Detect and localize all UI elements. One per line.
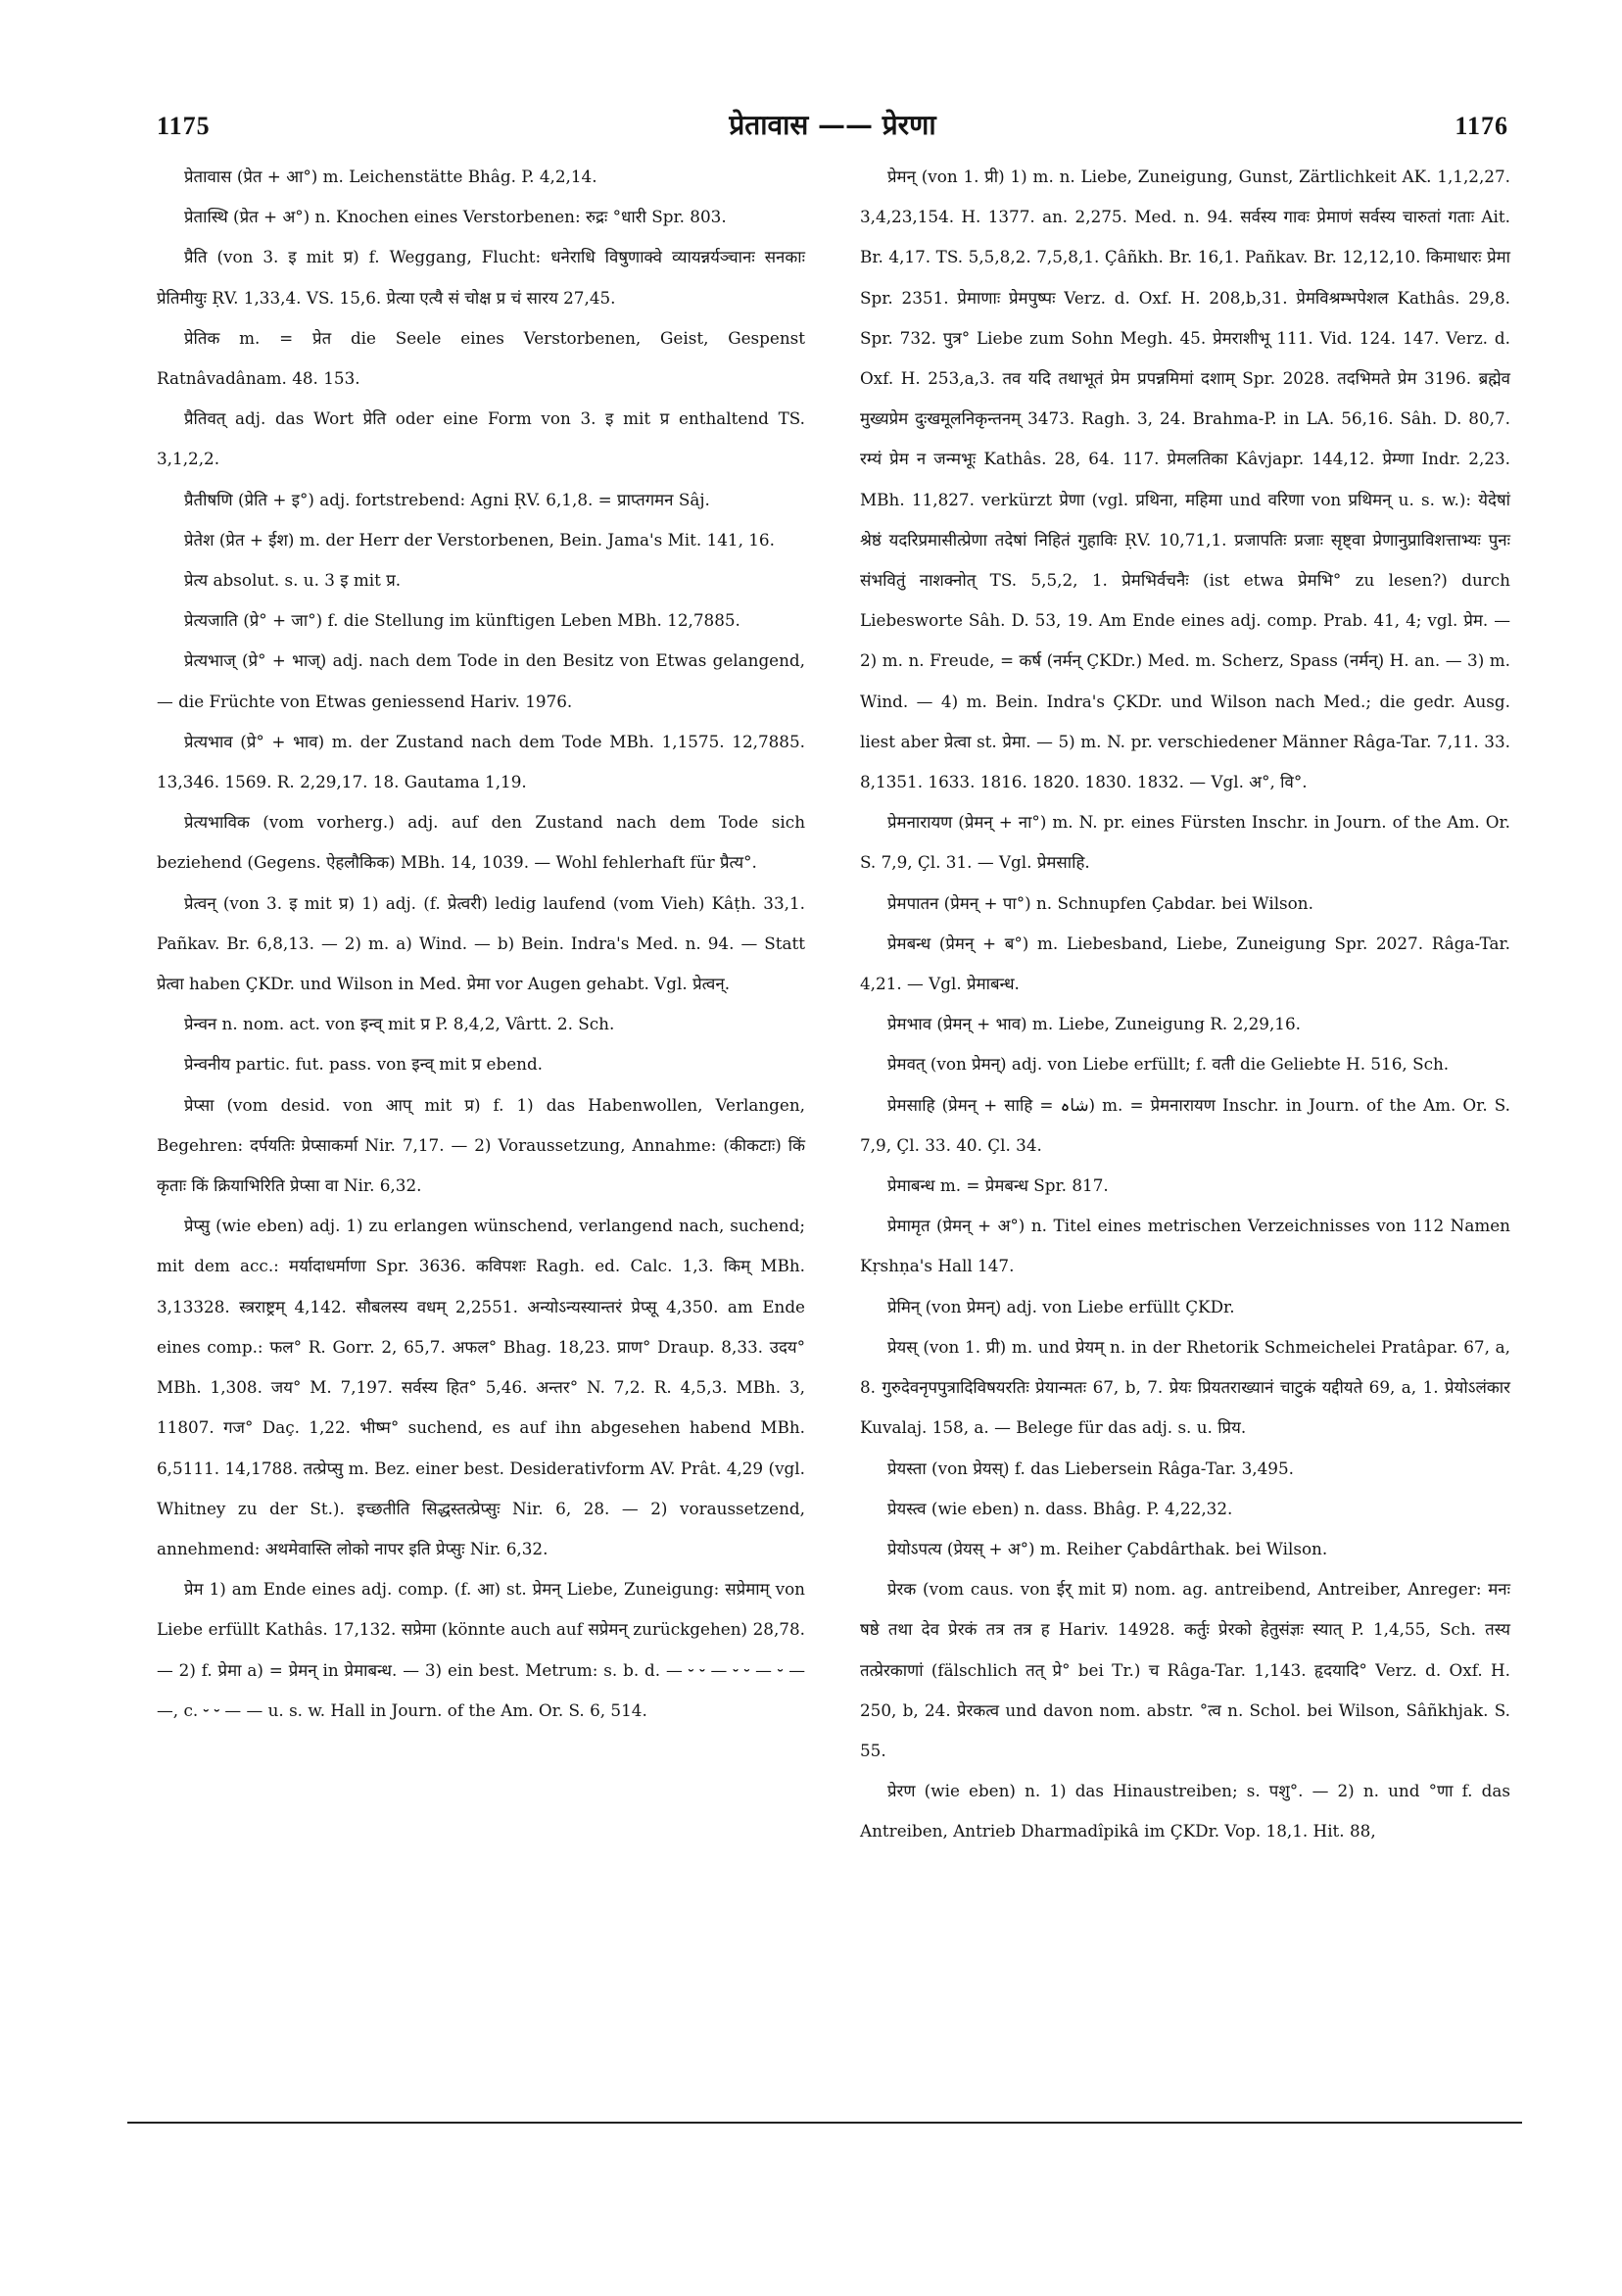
dictionary-entry: प्रेमभाव (प्रेमन् + भाव) m. Liebe, Zuneigung R. 2,29,16.	[887, 1014, 1301, 1034]
dictionary-entry: प्रेतास्थि (प्रेत + अ°) n. Knochen eines Verstorbenen: रुद्रः °धारी Spr. 803.	[184, 207, 727, 227]
dictionary-entry: प्रेतेश (प्रेत + ईश) m. der Herr der Verstorbenen, Bein. Jama's Mit. 141, 16.	[184, 529, 775, 550]
dictionary-entry: प्रेरण (wie eben) n. 1) das Hinaustreiben; s. पशु°. — 2) n. und °णा f. das Antreiben, Antrieb Dharmadîpikâ im ÇKDr. Vop. 18,1. Hit. 88,	[860, 1781, 1510, 1842]
dictionary-entry: प्रेमामृत (प्रेमन् + अ°) n. Titel eines metrischen Verzeichnisses von 112 Namen Kṛshṇa's Hall 147.	[860, 1216, 1510, 1276]
page-header	[157, 106, 1508, 155]
dictionary-entry: प्रेप्सु (wie eben) adj. 1) zu erlangen wünschend, verlangend nach, suchend; mit dem acc.: मर्यादाधर्माणा Spr. 3636. कविपशः Ragh. ed. Calc. 1,3. किम् MBh. 3,13328. स्त्रराष्ट्रम् 4,142. सौबलस्य वधम् 2,2551. अन्योऽन्यस्यान्तरं प्रेप्सू 4,350. am Ende eines comp.: फल° R. Gorr. 2, 65,7. अफल° Bhag. 18,23. प्राण° Draup. 8,33. उदय° MBh. 1,308. जय° M. 7,197. सर्वस्य हित° 5,46. अन्तर° N. 7,2. R. 4,5,3. MBh. 3, 11807. गज° Daç. 1,22. भीष्म° suchend, es auf ihn abgesehen habend MBh. 6,5111. 14,1788. तत्प्रेप्सु m. Bez. einer best. Desiderativform AV. Prât. 4,29 (vgl. Whitney zu der St.). इच्छतीति सिद्धस्तत्प्रेप्सुः Nir. 6, 28. — 2) voraussetzend, annehmend: अथमेवास्ति लोको नापर इति प्रेप्सुः Nir. 6,32.	[157, 1216, 805, 1558]
dictionary-entry: प्रेत्यजाति (प्रे° + जा°) f. die Stellung im künftigen Leben MBh. 12,7885.	[184, 610, 740, 631]
dictionary-entry: प्रेप्सा (vom desid. von आप् mit प्र) f. 1) das Habenwollen, Verlangen, Begehren: दर्पयतिः प्रेप्साकर्मा Nir. 7,17. — 2) Voraussetzung, Annahme: (कीकटाः) किं कृताः किं क्रियाभिरिति प्रेप्सा वा Nir. 6,32.	[157, 1094, 805, 1196]
dictionary-entry: प्रेमपातन (प्रेमन् + पा°) n. Schnupfen Çabdar. bei Wilson.	[887, 892, 1313, 913]
dictionary-entry: प्रैतीषणि (प्रेति + इ°) adj. fortstrebend: Agni ṚV. 6,1,8. = प्राप्तगमन Sâj.	[184, 489, 710, 509]
footer-rule	[127, 2122, 1522, 2124]
right-column	[860, 157, 1510, 1852]
dictionary-entry: प्रेत्यभाव (प्रे° + भाव) m. der Zustand nach dem Tode MBh. 1,1575. 12,7885. 13,346. 1569. R. 2,29,17. 18. Gautama 1,19.	[157, 731, 805, 792]
dictionary-entry: प्रेत्यभाज् (प्रे° + भाज्) adj. nach dem Tode in den Besitz von Etwas gelangend, — die Früchte von Etwas geniessend Hariv. 1976.	[157, 650, 805, 711]
dictionary-entry: प्रैति (von 3. इ mit प्र) f. Weggang, Flucht: धनेराधि विषुणाक्वे व्यायन्नर्यञ्चानः सनकाः प्रेतिमीयुः ṚV. 1,33,4. VS. 15,6. प्रेत्या एत्यै सं चोक्ष प्र चं सारय 27,45.	[157, 247, 805, 308]
dictionary-entry: प्रेत्यभाविक (vom vorherg.) adj. auf den Zustand nach dem Tode sich beziehend (Gegens. ऐहलौकिक) MBh. 14, 1039. — Wohl fehlerhaft für प्रैत्य°.	[157, 812, 805, 873]
dictionary-entry: प्रेत्वन् (von 3. इ mit प्र) 1) adj. (f. प्रेत्वरी) ledig laufend (vom Vieh) Kâṭh. 33,1. Pañkav. Br. 6,8,13. — 2) m. a) Wind. — b) Bein. Indra's Med. n. 94. — Statt प्रेत्वा haben ÇKDr. und Wilson in Med. प्रेमा vor Augen gehabt. Vgl. प्रेत्वन्.	[157, 892, 805, 994]
dictionary-entry: प्रेतिक m. = प्रेत die Seele eines Verstorbenen, Geist, Gespenst Ratnâvadânam. 48. 153.	[157, 327, 805, 389]
dictionary-entry: प्रेमन् (von 1. प्री) 1) m. n. Liebe, Zuneigung, Gunst, Zärtlichkeit AK. 1,1,2,27. 3,4,23,154. H. 1377. an. 2,275. Med. n. 94. सर्वस्य गावः प्रेमाणं सर्वस्य चारुतां गताः Ait. Br. 4,17. TS. 5,5,8,2. 7,5,8,1. Çâñkh. Br. 16,1. Pañkav. Br. 12,12,10. किमाधारः प्रेमा Spr. 2351. प्रेमाणाः प्रेमपुष्पः Verz. d. Oxf. H. 208,b,31. प्रेमविश्रम्भपेशल Kathâs. 29,8. Spr. 732. पुत्र° Liebe zum Sohn Megh. 45. प्रेमराशीभू 111. Vid. 124. 147. Verz. d. Oxf. H. 253,a,3. तव यदि तथाभूतं प्रेम प्रपन्नमिमां दशाम् Spr. 2028. तदभिमते प्रेम 3196. ब्रह्मेव मुख्यप्रेम दुःखमूलनिकृन्तनम् 3473. Ragh. 3, 24. Brahma-P. in LA. 56,16. Sâh. D. 80,7. रम्यं प्रेम न जन्मभूः Kathâs. 28, 64. 117. प्रेमलतिका Kâvjapr. 144,12. प्रेम्णा Indr. 2,23. MBh. 11,827. verkürzt प्रेणा (vgl. प्रथिना, महिमा und वरिणा von प्रथिमन् u. s. w.): येदेषां श्रेष्ठं यदरिप्रमासीत्प्रेणा तदेषां निहितं गुहाविः ṚV. 10,71,1. प्रजापतिः प्रजाः सृष्ट्वा प्रेणानुप्राविशत्ताभ्यः पुनः संभवितुं नाशक्नोत् TS. 5,5,2, 1. प्रेमभिर्वचनैः (ist etwa प्रेमभि° zu lesen?) durch Liebesworte Sâh. D. 53, 19. Am Ende eines adj. comp. Prab. 41, 4; vgl. प्रेम. — 2) m. n. Freude, = कर्ष (नर्मन् ÇKDr.) Med. m. Scherz, Spass (नर्मन्) H. an. — 3) m. Wind. — 4) m. Bein. Indra's ÇKDr. und Wilson nach Med.; die gedr. Ausg. liest aber प्रेत्वा st. प्रेमा. — 5) m. N. pr. verschiedener Männer Râga-Tar. 7,11. 33. 8,1351. 1633. 1816. 1820. 1830. 1832. — Vgl. अ°, वि°.	[860, 167, 1510, 792]
page-number-right: 1176	[1455, 112, 1508, 140]
left-column	[157, 157, 805, 1731]
dictionary-entry: प्रेरक (vom caus. von ईर् mit प्र) nom. ag. antreibend, Antreiber, Anreger: मनः षष्ठे तथा देव प्रेरकं तत्र तत्र ह Hariv. 14928. कर्तुः प्रेरको हेतुसंज्ञः स्यात् P. 1,4,55, Sch. तस्य तत्प्रेरकाणां (fälschlich तत् प्रे° bei Tr.) च Râga-Tar. 1,143. हृदयादि° Verz. d. Oxf. H. 250, b, 24. प्रेरकत्व und davon nom. abstr. °त्व n. Schol. bei Wilson, Sâñkhjak. S. 55.	[860, 1579, 1510, 1760]
dictionary-entry: प्रेमवत् (von प्रेमन्) adj. von Liebe erfüllt; f. वती die Geliebte H. 516, Sch.	[887, 1054, 1450, 1075]
page-number-left: 1175	[157, 112, 211, 140]
dictionary-entry: प्रेमिन् (von प्रेमन्) adj. von Liebe erfüllt ÇKDr.	[887, 1296, 1235, 1316]
dictionary-entry: प्रेमनारायण (प्रेमन् + ना°) m. N. pr. eines Fürsten Inschr. in Journ. of the Am. Or. S. 7,9, Çl. 31. — Vgl. प्रेमसाहि.	[860, 812, 1510, 873]
dictionary-entry: प्रेन्वन n. nom. act. von इन्व् mit प्र P. 8,4,2, Vârtt. 2. Sch.	[184, 1014, 615, 1034]
dictionary-entry: प्रेमाबन्ध m. = प्रेमबन्ध Spr. 817.	[887, 1175, 1109, 1196]
running-title: प्रेतावास —— प्रेरणा	[729, 109, 936, 141]
dictionary-entry: प्रेमसाहि (प्रेमन् + साहि = شاہ) m. = प्रेमनारायण Inschr. in Journ. of the Am. Or. S. 7,9, Çl. 33. 40. Çl. 34.	[860, 1094, 1510, 1155]
dictionary-entry: प्रैतिवत् adj. das Wort प्रेति oder eine Form von 3. इ mit प्र enthaltend TS. 3,1,2,2.	[157, 408, 805, 469]
dictionary-entry: प्रेयस्ता (von प्रेयस्) f. das Liebersein Râga-Tar. 3,495.	[887, 1458, 1294, 1478]
dictionary-entry: प्रेन्वनीय partic. fut. pass. von इन्व् mit प्र ebend.	[184, 1054, 544, 1075]
dictionary-entry: प्रेयोऽपत्य (प्रेयस् + अ°) m. Reiher Çabdârthak. bei Wilson.	[887, 1538, 1328, 1558]
dictionary-entry: प्रेम 1) am Ende eines adj. comp. (f. आ) st. प्रेमन् Liebe, Zuneigung: सप्रेमाम् von Liebe erfüllt Kathâs. 17,132. सप्रेमा (könnte auch auf सप्रेमन् zurückgehen) 28,78. — 2) f. प्रेमा a) = प्रेमन् in प्रेमाबन्ध. — 3) ein best. Metrum: s. b. d. — ⏑ ⏑ — ⏑ ⏑ — ⏑ — —, c. ⏑ ⏑ — — u. s. w. Hall in Journ. of the Am. Or. S. 6, 514.	[157, 1579, 805, 1720]
dictionary-entry: प्रेयस् (von 1. प्री) m. und प्रेयम् n. in der Rhetorik Schmeichelei Pratâpar. 67, a, 8. गुरुदेवनृपपुत्रादिविषयरतिः प्रेयान्मतः 67, b, 7. प्रेयः प्रियतराख्यानं चाटुकं यद्दीयते 69, a, 1. प्रेयोऽलंकार Kuvalaj. 158, a. — Belege für das adj. s. u. प्रिय.	[860, 1336, 1510, 1438]
dictionary-entry: प्रेमबन्ध (प्रेमन् + ब°) m. Liebesband, Liebe, Zuneigung Spr. 2027. Râga-Tar. 4,21. — Vgl. प्रेमाबन्ध.	[860, 933, 1510, 994]
dictionary-entry: प्रेत्य absolut. s. u. 3 इ mit प्र.	[184, 570, 402, 591]
dictionary-entry: प्रेतावास (प्रेत + आ°) m. Leichenstätte Bhâg. P. 4,2,14.	[184, 167, 597, 186]
dictionary-entry: प्रेयस्त्व (wie eben) n. dass. Bhâg. P. 4,22,32.	[887, 1498, 1233, 1518]
